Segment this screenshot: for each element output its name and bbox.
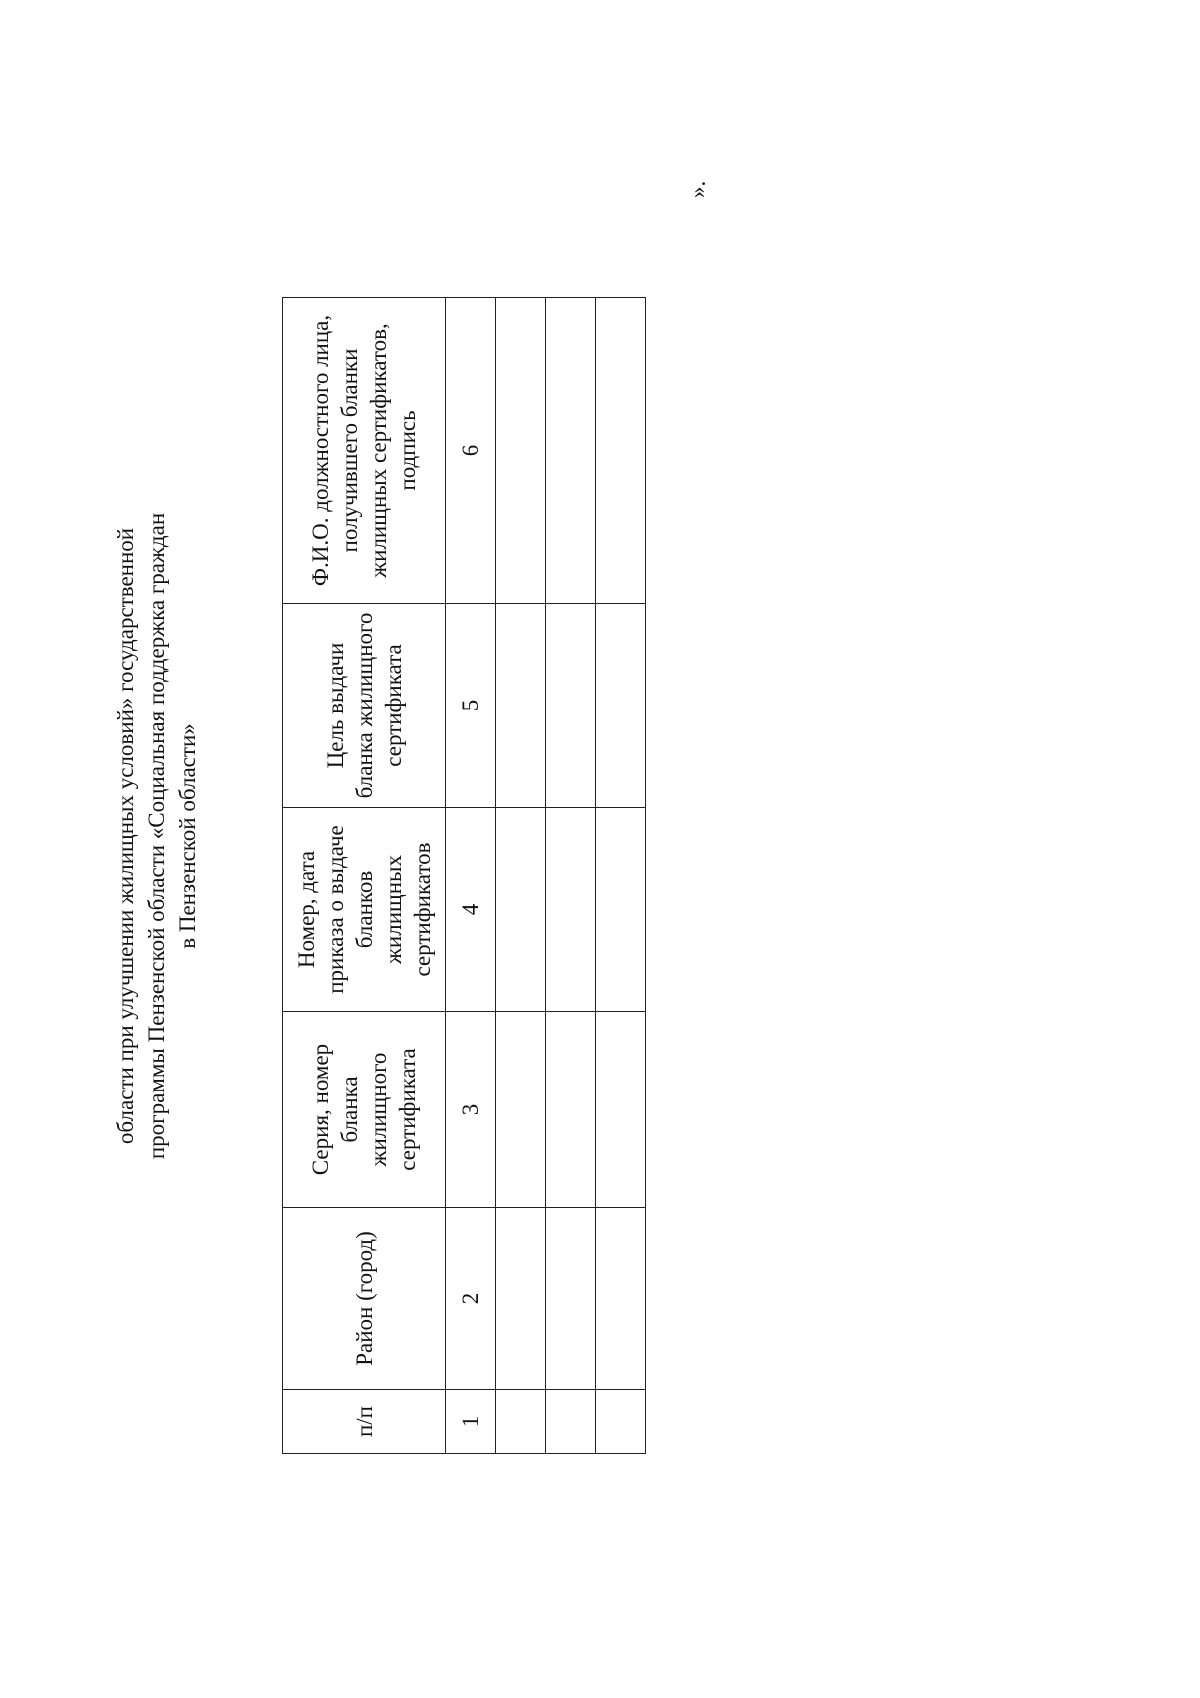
table-row [596, 298, 646, 1454]
header-cell-official: Ф.И.О. должностного лица, получившего бланки жилищных сертификатов, подпись [283, 298, 446, 604]
table-cell [546, 1012, 596, 1208]
column-number-6: 6 [446, 298, 496, 604]
table-cell [546, 298, 596, 604]
table-cell [596, 298, 646, 604]
table-cell [596, 1390, 646, 1454]
certificate-register-table [282, 297, 646, 1454]
column-number-3: 3 [446, 1012, 496, 1208]
table-cell [546, 1208, 596, 1390]
table-row [496, 298, 546, 1454]
table-cell [496, 1208, 546, 1390]
column-number-2: 2 [446, 1208, 496, 1390]
table-header-row [283, 298, 446, 1454]
header-cell-order: Номер, дата приказа о выдаче бланков жилищных сертификатов [283, 808, 446, 1012]
column-number-row [446, 298, 496, 1454]
table-cell [496, 808, 546, 1012]
table-cell [496, 1390, 546, 1454]
header-cell-purpose: Цель выдачи бланка жилищного сертификата [283, 604, 446, 808]
table-cell [496, 1012, 546, 1208]
table-cell [596, 1208, 646, 1390]
header-cell-series-number: Серия, номер бланка жилищного сертификата [283, 1012, 446, 1208]
table-cell [546, 604, 596, 808]
document-heading [110, 426, 203, 1246]
column-number-4: 4 [446, 808, 496, 1012]
table-cell [596, 808, 646, 1012]
table-cell [596, 604, 646, 808]
header-cell-district: Район (город) [283, 1208, 446, 1390]
table-cell [496, 604, 546, 808]
table-row [546, 298, 596, 1454]
closing-quote-mark: ». [685, 180, 710, 198]
header-cell-index: п/п [283, 1390, 446, 1454]
column-number-5: 5 [446, 604, 496, 808]
table-cell [496, 298, 546, 604]
table-cell [596, 1012, 646, 1208]
column-number-1: 1 [446, 1390, 496, 1454]
heading-line-2: программы Пензенской области «Социальная поддержка граждан [144, 512, 169, 1160]
table-cell [546, 1390, 596, 1454]
table-cell [546, 808, 596, 1012]
heading-line-1: области при улучшении жилищных условий» государственной [113, 527, 138, 1145]
heading-line-3: в Пензенской области» [175, 723, 200, 949]
